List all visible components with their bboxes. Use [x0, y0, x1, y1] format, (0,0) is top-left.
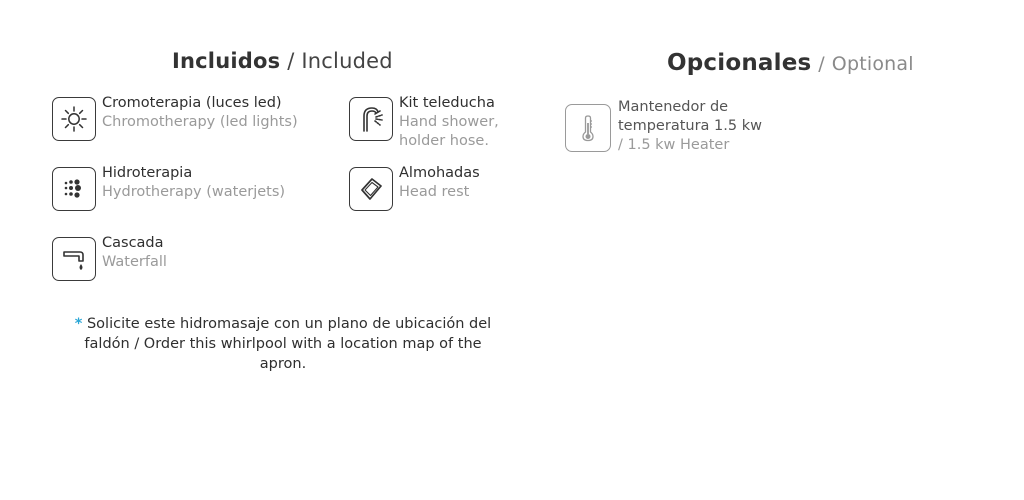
feature-head-rest	[349, 167, 480, 211]
included-title	[172, 49, 393, 73]
feature-waterfall	[52, 237, 167, 281]
order-note-line3: apron.	[259, 356, 307, 372]
feature-chromotherapy	[52, 97, 298, 141]
feature-hydrotherapy	[52, 167, 285, 211]
feature-hand-shower	[349, 97, 499, 151]
feature-label-es: Cascada	[102, 235, 164, 251]
sun-icon	[52, 97, 96, 141]
waterjets-icon	[52, 167, 96, 211]
feature-waterfall-text	[102, 234, 167, 272]
feature-label-en-line2: holder hose.	[399, 133, 489, 149]
note-star: *	[74, 316, 83, 332]
feature-label-en: Waterfall	[102, 254, 167, 270]
faucet-icon	[52, 237, 96, 281]
order-note-line1	[48, 314, 518, 334]
note-line1-text: Solicite este hidromasaje con un plano de ubicación del	[86, 316, 492, 332]
feature-head-rest-text	[399, 164, 480, 202]
feature-heater	[565, 99, 762, 155]
feature-label-en: Hydrotherapy (waterjets)	[102, 184, 286, 200]
included-title-es: Incluidos	[172, 49, 281, 73]
feature-label-en: Chromotherapy (led lights)	[102, 114, 298, 130]
feature-label-en: Head rest	[399, 184, 470, 200]
feature-label-en-line1: Hand shower,	[399, 114, 499, 130]
feature-chromotherapy-text	[102, 94, 298, 132]
feature-hand-shower-text	[399, 94, 499, 151]
order-note-line2: faldón / Order this whirlpool with a location map of the	[84, 336, 482, 352]
hand-shower-icon	[349, 97, 393, 141]
feature-label-es: Kit teleducha	[399, 95, 495, 111]
feature-label-es: Almohadas	[399, 165, 480, 181]
order-note	[48, 314, 518, 374]
optional-title-separator: /	[818, 53, 825, 75]
pillow-icon	[349, 167, 393, 211]
feature-label-es-line1: Mantenedor de	[618, 99, 729, 115]
optional-title-es: Opcionales	[667, 50, 812, 76]
included-title-en: Included	[301, 49, 393, 73]
feature-hydrotherapy-text	[102, 164, 285, 202]
feature-label-es-line2: temperatura 1.5 kw	[618, 118, 762, 134]
feature-label-es: Hidroterapia	[102, 165, 193, 181]
thermometer-icon	[565, 104, 611, 152]
feature-heater-text	[618, 98, 762, 155]
optional-title	[667, 50, 914, 76]
feature-label-es: Cromoterapia (luces led)	[102, 95, 282, 111]
included-title-separator: /	[287, 49, 295, 73]
feature-label-en: / 1.5 kw Heater	[618, 137, 730, 153]
optional-title-en: Optional	[831, 53, 914, 75]
